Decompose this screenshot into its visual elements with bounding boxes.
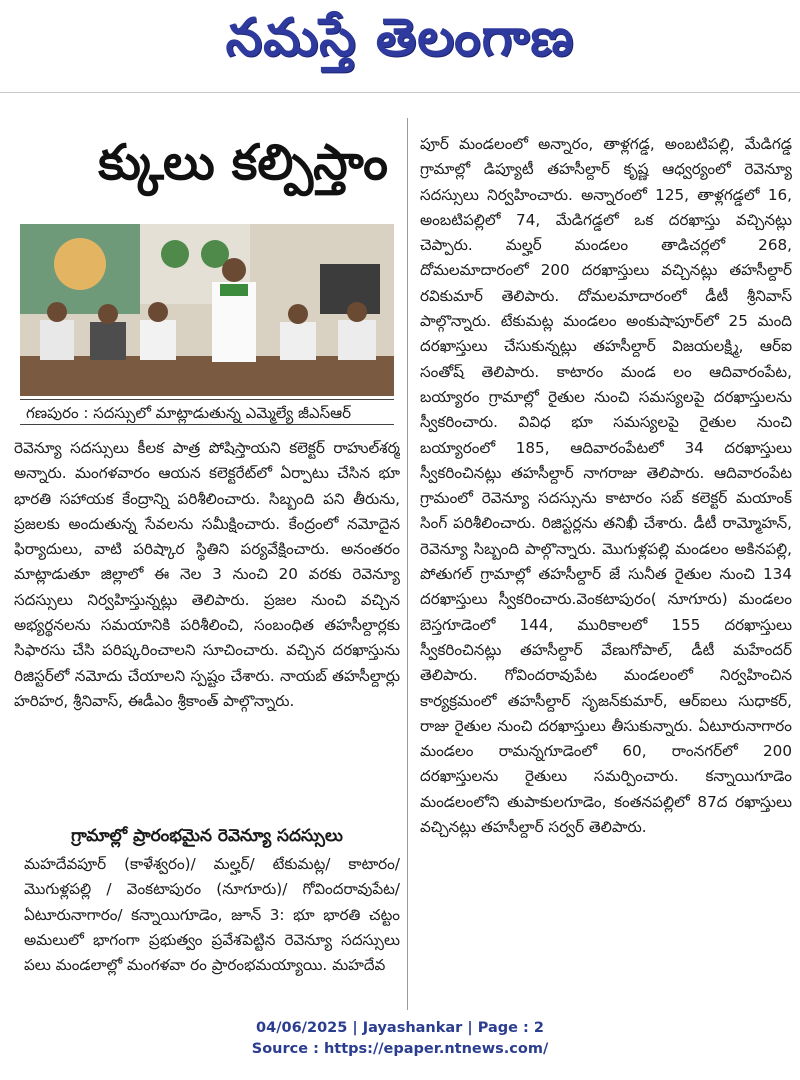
article-photo <box>20 224 394 396</box>
meeting-photo-illustration <box>20 224 394 396</box>
article-body-left-continued: మహదేవపూర్ (కాళేశ్వరం)/ మల్హర్/ టేకుమట్ల/ కాటారం/ మొగుళ్లపల్లి / వెంకటాపురం (నూగూరు)/ గోవిందరావుపేట/ ఏటూరునాగారం/ కన్నాయిగూడెం, జూన్ 3: భూ భారతి చట్టం అమలులో భాగంగా ప్రభుత్వం ప్రవేశపెట్టిన రెవెన్యూ సదస్సులు పలు మండలాల్లో మంగళవా రం ప్రారంభమయ్యాయి. మహదేవ <box>24 855 400 975</box>
masthead-rule <box>0 92 800 93</box>
article-body-left: రెవెన్యూ సదస్సులు కీలక పాత్ర పోషిస్తాయని కలెక్టర్ రాహుల్‌శర్మ అన్నారు. మంగళవారం ఆయన కలెక్టరేట్‌లో ఏర్పాటు చేసిన భూ భారతి సహాయక కేంద్రాన్ని పరిశీలించారు. సిబ్బంది పని తీరును, ప్రజలకు అందుతున్న సేవలను సమీక్షించారు. కేంద్రంలో నమోదైన ఫిర్యాదులు, వాటి పరిష్కార స్థితిని పర్యవేక్షించారు. అనంతరం మాట్లాడుతూ జిల్లాలో ఈ నెల 3 నుంచి 20 వరకు రెవెన్యూ సదస్సులు నిర్వహిస్తున్నట్లు తెలిపారు. ప్రజల నుంచి వచ్చిన అభ్యర్థనలను సమయానికి పరిశీలించి, సంబంధిత తహసీల్దార్లకు సిఫారసు చేసి పరిష్కరించాలని సూచించారు. వచ్చిన దరఖాస్తును రిజిస్టర్‌లో నమోదు చేయాలని స్పష్టం చేశారు. నాయబ్ తహసీల్దార్లు హరిహర, శ్రీనివాస్, ఈడీఎం శ్రీకాంత్ పాల్గొన్నారు. <box>14 439 400 710</box>
photo-caption: గణపురం : సదస్సులో మాట్లాడుతున్న ఎమ్మెల్యే జీఎస్ఆర్ <box>20 399 394 425</box>
newspaper-logo: నమస్తే తెలంగాణ <box>225 8 575 68</box>
article-subheading: గ్రామాల్లో ప్రారంభమైన రెవెన్యూ సదస్సులు <box>71 826 343 846</box>
article-body-right: పూర్ మండలంలో అన్నారం, తాళ్లగడ్డ, అంబటిపల్లి, మేడిగడ్డ గ్రామాల్లో డిప్యూటీ తహసీల్దార్ కృష్ణ ఆధ్వర్యంలో రెవెన్యూ సదస్సులు నిర్వహించారు. అన్నారంలో 125, తాళ్లగడ్డలో 16, అంబటిపల్లిలో 74, మేడిగడ్డలో ఒక దరఖాస్తు వచ్చినట్లు చెప్పారు. మల్హర్ మండలం తాడిచర్లలో 268, దోమలమాదారంలో 200 దరఖాస్తులు వచ్చినట్లు తహసీల్దార్ రవికుమార్ తెలిపారు. దోమలమాదారంలో డీటీ శ్రీనివాస్ పాల్గొన్నారు. టేకుమట్ల మండలం అంకుషాపూర్‌లో 25 మంది దరఖాస్తులు చేసుకున్నట్లు తహసీల్దార్ విజయలక్ష్మి, ఆర్ఐ సంతోష్ తెలిపారు. కాటారం మండ లం ఆదివారంపేట, బయ్యారం గ్రామాల్లో రైతుల నుంచి సమస్యలపై దరఖాస్తులను స్వీకరించారు. వివిధ భూ సమస్యలపై రైతుల నుంచి బయ్యారంలో 185, ఆదివారంపేటలో 34 దరఖాస్తులు స్వీకరించినట్లు తహసీల్దార్ నాగరాజు తెలిపారు. ఆదివారంపేట గ్రామంలో రెవెన్యూ సదస్సును కాటారం సబ్ కలెక్టర్ మయాంక్ సింగ్ పరిశీలించారు. రిజిస్టర్లను తనిఖీ చేశారు. డీటీ రామ్మోహన్, రెవెన్యూ సిబ్బంది పాల్గొన్నారు. మొగుళ్లపల్లి మండలం అకినపల్లి, పోతుగల్ గ్రామాల్లో తహసీల్దార్ జే సునీత రైతుల నుంచి 134 దరఖాస్తులు స్వీకరించారు.వెంకటాపురం( నూగూరు) మండలం బెస్తగూడెంలో 144, మురికాలలో 155 దరఖాస్తులు స్వీకరించినట్లు తహసీల్దార్ వేణుగోపాల్, డీటీ మహేందర్ తెలిపారు. గోవిందరావుపేట మండలంలో నిర్వహించిన కార్యక్రమంలో తహసీల్దార్ సృజన్‌కుమార్, ఆర్ఐలు సుధాకర్, రాజు రైతుల నుంచి దరఖాస్తులు తీసుకున్నారు. ఏటూరునాగారం మండలం రామన్నగూడెంలో 60, రాంనగర్‌లో 200 దరఖాస్తులను రైతులు సమర్పించారు. కన్నాయిగూడెం మండలంలోని తుపాకులగూడెం, కంతనపల్లిలో 87ద రఖాస్తులు వచ్చినట్లు తహసీల్దార్ సర్వర్ తెలిపారు. <box>420 135 792 837</box>
column-divider <box>407 118 408 1010</box>
footer-date-line: 04/06/2025 | Jayashankar | Page : 2 <box>256 1020 544 1036</box>
headline-text: క్కులు కల్పిస్తాం <box>98 134 388 191</box>
page-footer <box>0 1018 800 1060</box>
masthead <box>0 0 800 92</box>
article-headline <box>0 132 402 202</box>
footer-source-line: Source : https://epaper.ntnews.com/ <box>251 1041 549 1057</box>
